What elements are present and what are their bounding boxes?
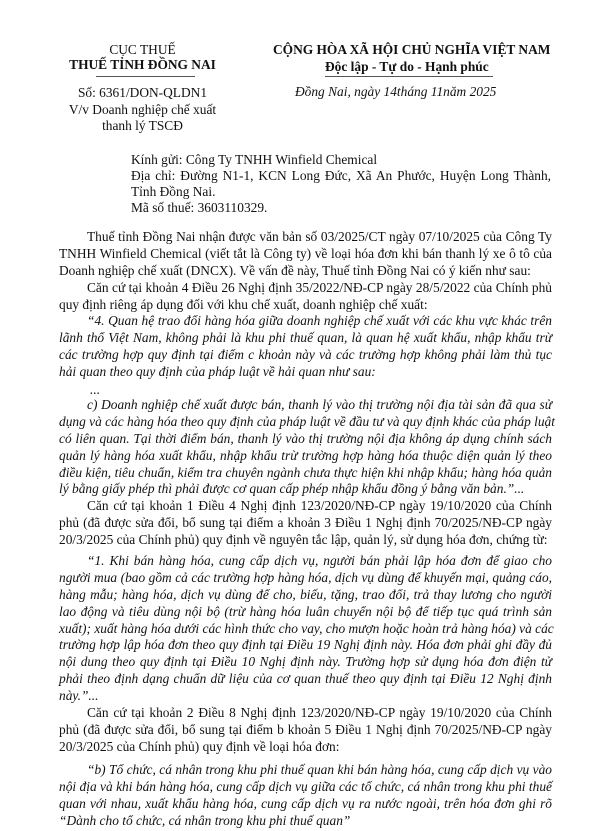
text-line: phủ (đã được sửa đổi, bổ sung tại điểm b khoản 5 Điều 1 Nghị định 70/2025/NĐ-CP ngày xyxy=(59,721,552,737)
paragraph-basis-3 xyxy=(59,705,552,756)
text-line: c) Doanh nghiệp chế xuất được bán, thanh lý vào thị trường nội địa tài sản đã qua sử xyxy=(87,397,552,412)
text-line: lý bằng giấy phép thì phải được cơ quan cấp phép nhập khẩu đồng ý bằng văn bản.”... xyxy=(59,481,525,497)
ellipsis: ... xyxy=(90,382,101,397)
paragraph-intro xyxy=(59,229,552,280)
quote-point-c xyxy=(59,397,555,498)
motto-underline xyxy=(325,76,493,77)
quote-point-b xyxy=(59,762,552,830)
text-line: xuất); xuất hàng hóa dưới các hình thức cho vay, cho mượn hoặc hoàn trả hàng hóa) và các xyxy=(59,620,554,636)
text-line: nội địa và khi bán hàng hóa, cung cấp dịch vụ giữa các tổ chức, cá nhân trong khu phi thuế xyxy=(59,778,552,794)
text-line: hải quan theo quy định của pháp luật về hải quan như sau: xyxy=(59,363,376,379)
text-line: Căn cứ tại khoản 1 Điều 4 Nghị định 123/2020/NĐ-CP ngày 19/10/2020 của Chính xyxy=(87,498,552,513)
recipient-tax-code: Mã số thuế: 3603110329. xyxy=(131,200,268,215)
text-line: trường hợp lập hóa đơn theo quy định tại Điều 19 Nghị định này. Hóa đơn phải ghi đầy đủ xyxy=(59,637,552,653)
paragraph-basis-1 xyxy=(59,280,552,314)
text-line: “b) Tổ chức, cá nhân trong khu phi thuế quan khi bán hàng hóa, cung cấp dịch vụ vào xyxy=(87,762,552,777)
text-line: phủ (đã được sửa đổi, bổ sung tại điểm a khoản 3 Điều 1 Nghị định 70/2025/NĐ-CP ngày xyxy=(59,514,552,530)
text-line: Căn cứ tại khoản 2 Điều 8 Nghị định 123/2020/NĐ-CP ngày 19/10/2020 của Chính xyxy=(87,705,552,720)
text-line: Căn cứ tại khoản 4 Điều 26 Nghị định 35/2022/NĐ-CP ngày 28/5/2022 của Chính phủ xyxy=(87,280,552,295)
text-line: này.”... xyxy=(59,688,99,704)
paragraph-basis-2 xyxy=(59,498,552,549)
text-line: Doanh nghiệp chế xuất (DNCX). Về vấn đề này, Thuế tỉnh Đồng Nai có ý kiến như sau: xyxy=(59,262,531,278)
text-line: “Dành cho tổ chức, cá nhân trong khu phi thuế quan” xyxy=(59,812,351,828)
text-line: phải theo định dạng chuẩn dữ liệu của cơ quan thuế theo quy định tại Điều 12 Nghị định xyxy=(59,671,552,687)
agency-parent: CỤC THUẾ xyxy=(109,42,176,57)
recipient-address-line-1: Địa chỉ: Đường N1-1, KCN Long Đức, Xã An Phước, Huyện Long Thành, xyxy=(131,168,551,183)
recipient-address-line-2: Tỉnh Đồng Nai. xyxy=(131,184,216,199)
place-and-date: Đồng Nai, ngày 14tháng 11năm 2025 xyxy=(295,84,497,99)
text-line: “4. Quan hệ trao đổi hàng hóa giữa doanh nghiệp chế xuất với các khu vực khác trên xyxy=(87,313,552,328)
text-line: quan với nhau, xuất khẩu hàng hóa, cung cấp dịch vụ ra nước ngoài, trên hóa đơn ghi rõ xyxy=(59,795,552,811)
agency-underline xyxy=(96,76,195,77)
quote-clause-4 xyxy=(59,313,552,381)
text-line: TNHH Winfield Chemical (viết tắt là Công ty) về loại hóa đơn khi bán thanh lý xe ô tô của xyxy=(59,245,552,261)
text-line: Thuế tỉnh Đồng Nai nhận được văn bản số 03/2025/CT ngày 07/10/2025 của Công Ty xyxy=(87,229,552,244)
text-line: 20/3/2025 của Chính phủ) quy định về nguyên tắc lập, quản lý, sử dụng hóa đơn, chứng từ: xyxy=(59,531,548,547)
text-line: có liên quan. Tại thời điểm bán, thanh lý vào thị trường nội địa không áp dụng chính sách xyxy=(59,430,552,446)
quote-clause-1 xyxy=(59,553,552,705)
text-line: điều kiện, tiêu chuẩn, kiểm tra chuyên ngành chưa thực hiện khi nhập khẩu; hàng hóa quản xyxy=(59,464,552,480)
text-line: người mua (bao gồm cả các trường hợp hàng hóa, dịch vụ dùng để khuyến mại, quảng cáo, xyxy=(59,569,552,585)
text-line: quy định riêng áp dụng đối với khu chế xuất, doanh nghiệp chế xuất: xyxy=(59,296,428,312)
subject-line-2: thanh lý TSCĐ xyxy=(102,118,183,133)
text-line: lao động và tiêu dùng nội bộ (trừ hàng hóa luân chuyển nội bộ để tiếp tục quá trình sản xyxy=(59,603,552,619)
recipient-to: Kính gửi: Công Ty TNHH Winfield Chemical xyxy=(131,152,378,167)
text-line: 20/3/2025 của Chính phủ) quy định về loại hóa đơn: xyxy=(59,738,340,754)
text-line: lãnh thổ Việt Nam, không phải là khu phi thuế quan, là quan hệ xuất khẩu, nhập khẩu trừ xyxy=(59,329,552,345)
text-line: “1. Khi bán hàng hóa, cung cấp dịch vụ, người bán phải lập hóa đơn để giao cho xyxy=(87,553,552,568)
subject-line-1: V/v Doanh nghiệp chế xuất xyxy=(68,102,217,117)
text-line: hàng mẫu; hàng hóa, dịch vụ dùng để cho, biếu, tặng, trao đổi, trả thay lương cho người xyxy=(59,586,552,602)
national-motto: Độc lập - Tự do - Hạnh phúc xyxy=(325,59,489,74)
text-line: dụng và các hàng hóa theo quy định của pháp luật về đầu tư và quy định khác của pháp luật xyxy=(59,413,555,429)
document-number: Số: 6361/DON-QLDN1 xyxy=(77,85,208,100)
text-line: các trường hợp quy định tại điểm c khoản này và các trường hợp không phải làm thủ tục xyxy=(59,346,552,362)
text-line: quản lý hàng hóa xuất khẩu, nhập khẩu trừ trường hợp hàng hóa thuộc diện quản lý theo xyxy=(59,447,552,463)
agency-name: THUẾ TỈNH ĐỒNG NAI xyxy=(69,57,216,72)
text-line: nội dung theo quy định tại Điều 10 Nghị định này. Trường hợp sử dụng hóa đơn điện tử xyxy=(59,654,552,670)
national-title: CỘNG HÒA XÃ HỘI CHỦ NGHĨA VIỆT NAM xyxy=(273,42,551,57)
